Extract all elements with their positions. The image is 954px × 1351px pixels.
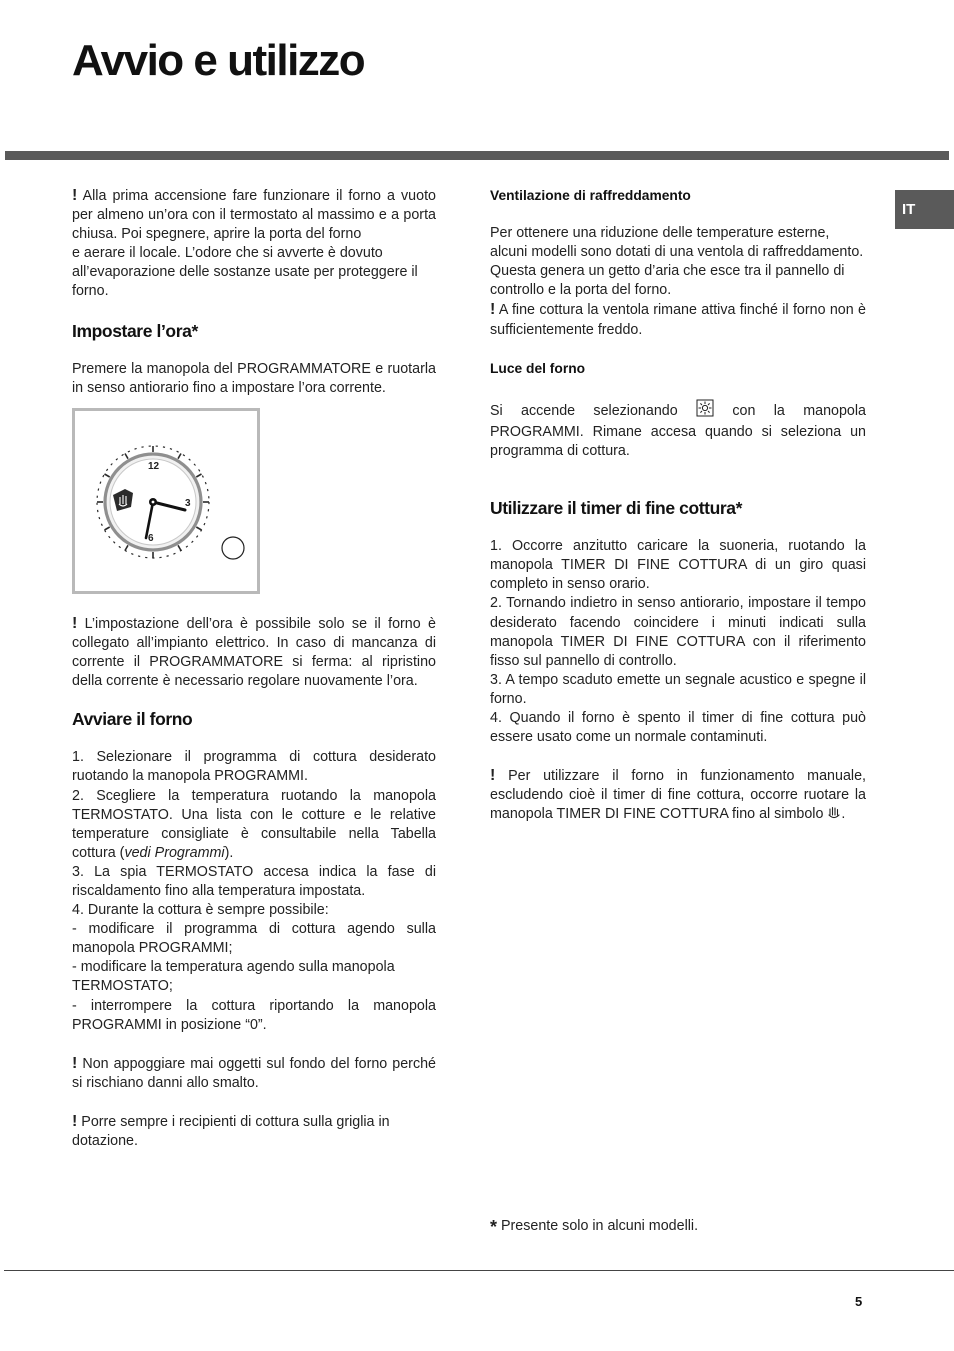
warning-mark: ! [72, 614, 78, 632]
dial-label-12: 12 [148, 460, 160, 472]
left-column [72, 186, 436, 1151]
language-tab: IT [895, 190, 954, 229]
page-number: 5 [855, 1294, 863, 1309]
header-divider-bar [5, 151, 949, 160]
footer-divider [4, 1270, 954, 1271]
start-step-4: 4. Durante la cottura è sempre possibile: [72, 902, 329, 919]
indicator-lamp-circle [222, 537, 244, 559]
warning-mark: ! [72, 1112, 78, 1130]
start-step-4c: - interrompere la cottura riportando la manopola PROGRAMMI in posizione “0”. [72, 997, 436, 1033]
light-text: Si accende selezionando con la manopola PROGRAMMI. Rimane accesa quando si seleziona un programma di cottura. [490, 399, 866, 461]
cross-reference: vedi Programmi [124, 844, 225, 861]
start-step-2: 2. Scegliere la temperatura ruotando la manopola TERMOSTATO. Una lista con le cotture e le relative temperature consigliate è consultabile nella Tabella cottura (vedi Programmi). [72, 787, 436, 861]
section-heading-light: Luce del forno [490, 360, 586, 376]
warning-mark: ! [490, 767, 496, 785]
ventilation-text: Per ottenere una riduzione delle temperature esterne, alcuni modelli sono dotati di una ventola di raffreddamento. Questa genera un getto d’aria che esce tra il pannello di controllo e la porta del forno. [490, 225, 864, 299]
warning-mark: ! [72, 1054, 78, 1072]
asterisk-mark: * [490, 1217, 498, 1237]
warning-enamel: ! Non appoggiare mai oggetti sul fondo del forno perché si rischiano danni allo smalto. [72, 1054, 436, 1091]
section-heading-ventilation: Ventilazione di raffreddamento [490, 188, 691, 203]
timer-step-2: 2. Tornando indietro in senso antiorario, impostare il tempo desiderato facendo coincidere i minuti indicati sulla manopola TIMER DI FINE COTTURA con il riferimento fisso sul pannello di controllo. [490, 595, 866, 669]
section-heading-start: Avviare il forno [72, 709, 193, 730]
timer-step-4: 4. Quando il forno è spento il timer di fine cottura può essere usato come un normale contaminuti. [490, 709, 866, 746]
timer-step-1: 1. Occorre anzitutto caricare la suoneria, ruotando la manopola TIMER DI FINE COTTURA di un giro quasi completo in senso orario. [490, 538, 866, 593]
intro-paragraph: ! Alla prima accensione fare funzionare il forno a vuoto per almeno un’ora con il termostato al massimo e a porta chiusa. Poi spegnere, aprire la porta del forno [72, 187, 436, 243]
hand-icon [827, 806, 841, 826]
clock-instructions: Premere la manopola del PROGRAMMATORE e ruotarla in senso antiorario fino a impostare l’ora corrente. [72, 360, 436, 396]
right-column [490, 186, 866, 826]
ventilation-note: ! A fine cottura la ventola rimane attiva finché il forno non è sufficientemente freddo. [490, 301, 866, 338]
start-step-3: 3. La spia TERMOSTATO accesa indica la fase di riscaldamento fino alla temperatura impostata. [72, 863, 436, 899]
section-heading-clock: Impostare l’ora* [72, 320, 198, 341]
clock-note: ! L’impostazione dell’ora è possibile solo se il forno è collegato all’impianto elettrico. In caso di mancanza di corrente il PROGRAMMATORE si ferma: al ripristino della corrente è necessario regolare nuovamente l’ora. [72, 614, 436, 690]
oven-light-icon [696, 399, 714, 423]
page-title: Avvio e utilizzo [72, 36, 365, 85]
intro-paragraph-2: e aerare il locale. L’odore che si avverte è dovuto all’evaporazione delle sostanze usate per proteggere il forno. [72, 245, 418, 300]
dial-label-6: 6 [148, 532, 154, 544]
footnote: * Presente solo in alcuni modelli. [490, 1217, 699, 1237]
timer-step-3: 3. A tempo scaduto emette un segnale acustico e spegne il forno. [490, 671, 866, 707]
warning-mark: ! [72, 187, 78, 204]
start-step-1: 1. Selezionare il programma di cottura desiderato ruotando la manopola PROGRAMMI. [72, 749, 436, 785]
dial-label-3: 3 [185, 497, 191, 509]
programmer-dial-figure [72, 408, 260, 594]
warning-mark: ! [490, 301, 496, 319]
warning-grill: ! Porre sempre i recipienti di cottura sulla griglia in dotazione. [72, 1112, 390, 1149]
start-step-4a: - modificare il programma di cottura agendo sulla manopola PROGRAMMI; [72, 921, 436, 957]
manual-mode-note: ! Per utilizzare il forno in funzionamento manuale, escludendo cioè il timer di fine cottura, occorre ruotare la manopola TIMER DI FINE COTTURA fino al simbolo . [490, 766, 866, 826]
section-heading-timer: Utilizzare il timer di fine cottura* [490, 498, 743, 519]
clock-dial-drawing [75, 411, 257, 591]
start-step-4b: - modificare la temperatura agendo sulla manopola TERMOSTATO; [72, 959, 395, 995]
